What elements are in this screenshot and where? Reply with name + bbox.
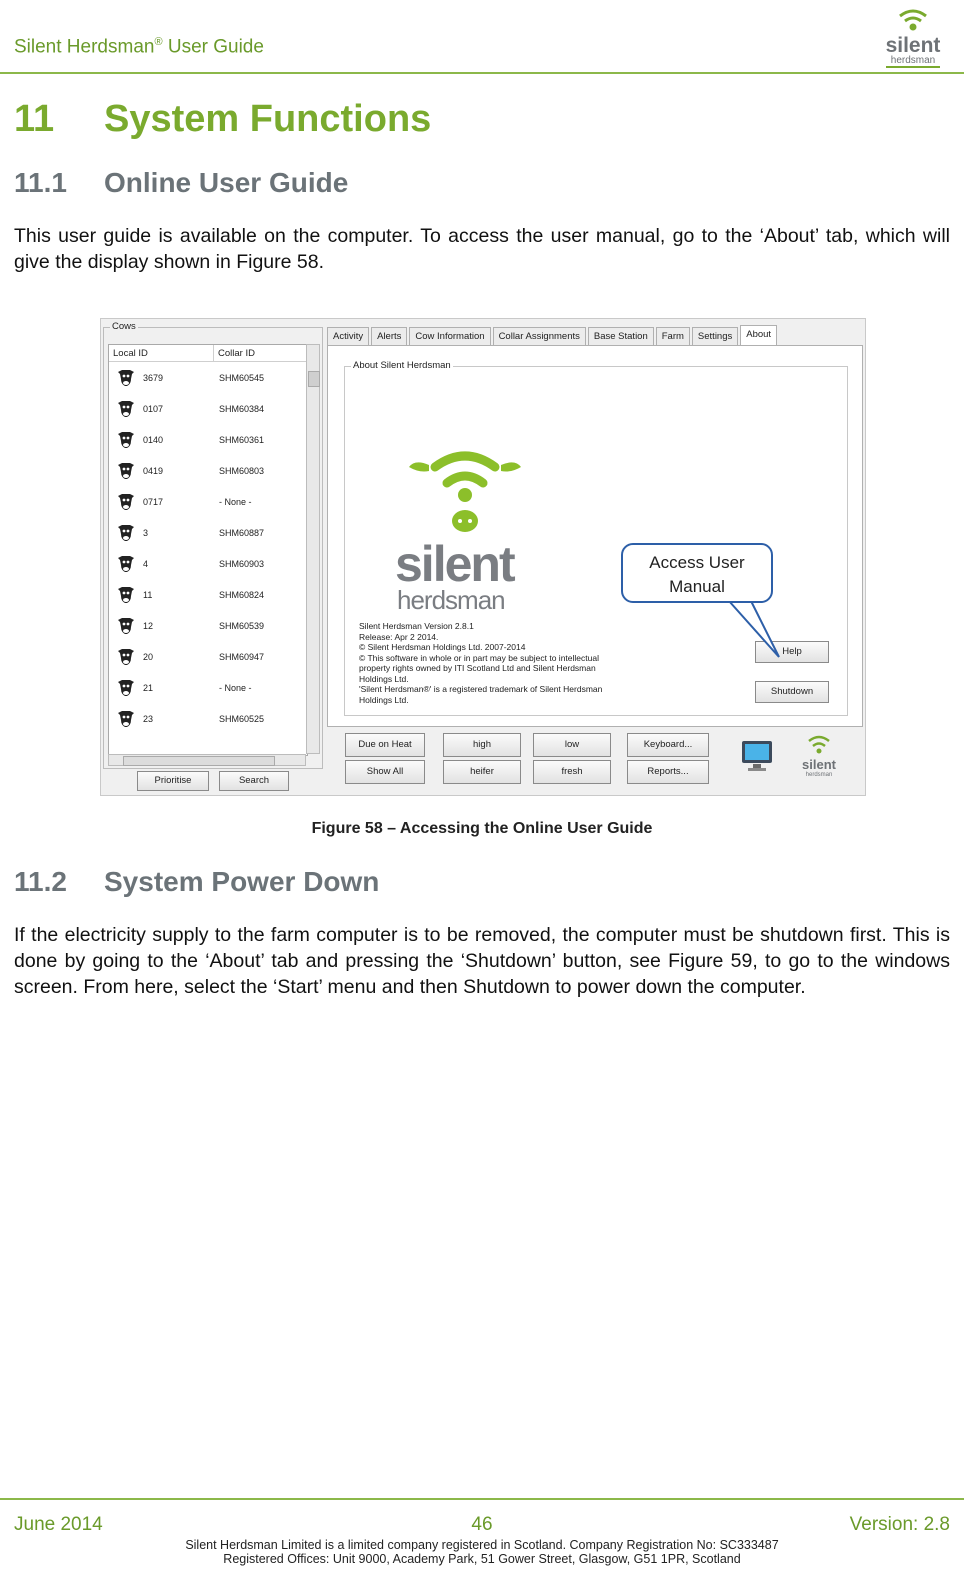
cow-local-id: 0140 [143, 434, 164, 445]
figure-caption: Figure 58 – Accessing the Online User Guide [311, 820, 653, 837]
cow-row[interactable] [109, 548, 307, 579]
tab-alerts[interactable]: Alerts [371, 327, 407, 346]
keyboard-button[interactable]: Keyboard... [627, 733, 709, 757]
cow-collar-id: SHM60803 [219, 465, 265, 476]
high-button[interactable]: high [443, 733, 521, 757]
subsection-heading-online-guide: 11.1 Online User Guide [14, 167, 349, 198]
cow-row[interactable] [109, 424, 307, 455]
small-silent-logo [797, 733, 841, 779]
cows-vertical-scrollbar[interactable] [306, 344, 320, 754]
logo-word-silent: silent [395, 536, 514, 592]
cow-row[interactable] [109, 393, 307, 424]
tab-strip [327, 325, 779, 345]
prioritise-button[interactable]: Prioritise [137, 771, 209, 791]
cow-row[interactable] [109, 703, 307, 734]
cow-icon [115, 584, 137, 606]
cow-local-id: 0419 [143, 465, 164, 476]
tab-farm[interactable]: Farm [656, 327, 690, 346]
svg-text:silent: silent [802, 757, 836, 772]
about-legend: About Silent Herdsman [353, 360, 451, 371]
fresh-button[interactable]: fresh [533, 760, 611, 784]
heifer-button[interactable]: heifer [443, 760, 521, 784]
cow-row[interactable] [109, 517, 307, 548]
cow-collar-id: SHM60539 [219, 620, 265, 631]
footer-version: Version: 2.8 [849, 1514, 950, 1535]
about-groupbox [344, 360, 848, 716]
cow-icon [115, 553, 137, 575]
tab-activity[interactable]: Activity [327, 327, 369, 346]
header-rule [0, 72, 964, 74]
cow-collar-id: - None - [219, 682, 252, 693]
version-line: Release: Apr 2 2014. [359, 631, 439, 642]
cow-row[interactable] [109, 672, 307, 703]
svg-text:herdsman: herdsman [805, 772, 833, 778]
cow-row[interactable] [109, 579, 307, 610]
low-button[interactable]: low [533, 733, 611, 757]
online-guide-paragraph: This user guide is available on the computer. To access the user manual, go to the ‘About’ tab, which will give the display shown in Figure 58. [14, 225, 950, 273]
cow-collar-id: SHM60887 [219, 527, 265, 538]
version-line: Silent Herdsman Version 2.8.1 [359, 621, 474, 631]
header-title: Silent Herdsman® User Guide [14, 36, 264, 58]
cow-collar-id: SHM60384 [219, 403, 265, 414]
cow-icon [115, 429, 137, 451]
access-user-manual-callout: Access User Manual [621, 543, 773, 603]
shutdown-button[interactable]: Shutdown [755, 681, 829, 703]
cow-icon [115, 398, 137, 420]
svg-text:silent: silent [885, 34, 941, 57]
cow-collar-id: SHM60361 [219, 434, 265, 445]
cow-rows [109, 362, 307, 734]
about-panel [327, 345, 863, 727]
help-button[interactable]: Help [755, 641, 829, 663]
cow-icon [115, 367, 137, 389]
cows-legend: Cows [112, 321, 136, 332]
cow-icon [115, 522, 137, 544]
column-collar-id[interactable]: Collar ID [218, 348, 255, 359]
cow-local-id: 3679 [143, 372, 164, 383]
monitor-icon[interactable] [741, 739, 773, 773]
cow-row[interactable] [109, 641, 307, 672]
version-line: property rights owned by ITI Scotland Ltd and Silent Herdsman [359, 663, 596, 673]
search-button[interactable]: Search [219, 771, 289, 791]
cow-row[interactable] [109, 455, 307, 486]
cow-local-id: 12 [143, 620, 154, 631]
cow-local-id: 23 [143, 713, 154, 724]
cow-row[interactable] [109, 362, 307, 393]
cow-icon [115, 646, 137, 668]
cow-local-id: 0717 [143, 496, 164, 507]
cows-horizontal-scrollbar[interactable] [108, 754, 306, 766]
cow-local-id: 21 [143, 682, 154, 693]
cow-collar-id: SHM60903 [219, 558, 265, 569]
footer-date: June 2014 [14, 1514, 103, 1535]
cow-local-id: 4 [143, 558, 149, 569]
cow-icon [115, 491, 137, 513]
version-line: Holdings Ltd. [359, 673, 409, 684]
version-line: © Silent Herdsman Holdings Ltd. 2007-2014 [359, 642, 526, 652]
cow-local-id: 3 [143, 527, 149, 538]
tab-settings[interactable]: Settings [692, 327, 738, 346]
logo-word-herdsman: herdsman [397, 585, 505, 615]
cow-collar-id: SHM60545 [219, 372, 265, 383]
show-all-button[interactable]: Show All [345, 760, 425, 784]
cow-collar-id: SHM60947 [219, 651, 265, 662]
callout-pointer [701, 601, 781, 661]
version-info [359, 621, 659, 705]
cow-icon [115, 615, 137, 637]
tab-cow-information[interactable]: Cow Information [409, 327, 490, 346]
cow-collar-id: - None - [219, 496, 252, 507]
tab-about[interactable]: About [740, 325, 777, 347]
cow-local-id: 20 [143, 651, 154, 662]
version-line: © This software in whole or in part may be subject to intellectual [359, 652, 599, 663]
subsection-heading-power-down: 11.2 System Power Down [14, 866, 380, 897]
cows-groupbox [103, 321, 323, 769]
power-down-paragraph: If the electricity supply to the farm computer is to be removed, the computer must be shutdown first. This is done by going to the ‘About’ tab and pressing the ‘Shutdown’ button, see Figure 59, to go to the windows screen. From here, select the ‘Start’ menu and then Shutdown to power down the computer. [14, 924, 950, 998]
tab-base-station[interactable]: Base Station [588, 327, 654, 346]
about-tab-screenshot [100, 318, 866, 796]
scroll-thumb[interactable] [123, 756, 275, 766]
reports-button[interactable]: Reports... [627, 760, 709, 784]
due-on-heat-button[interactable]: Due on Heat [345, 733, 425, 757]
tab-collar-assignments[interactable]: Collar Assignments [493, 327, 586, 346]
footer-page-number: 46 [471, 1514, 493, 1535]
cow-local-id: 11 [143, 589, 153, 600]
silent-herdsman-logo [880, 2, 946, 70]
cow-local-id: 0107 [143, 403, 164, 414]
cow-icon [115, 708, 137, 730]
cow-collar-id: SHM60824 [219, 589, 265, 600]
svg-text:herdsman: herdsman [890, 55, 936, 66]
section-heading: 11 System Functions [14, 98, 432, 140]
cow-icon [115, 677, 137, 699]
cows-list[interactable] [108, 344, 308, 756]
cow-collar-id: SHM60525 [219, 713, 265, 724]
footer-rule [0, 1498, 964, 1500]
version-line: 'Silent Herdsman®' is a registered trademark of Silent Herdsman [359, 684, 603, 694]
cow-row[interactable] [109, 610, 307, 641]
version-line: Holdings Ltd. [359, 694, 409, 705]
scroll-thumb[interactable] [308, 371, 320, 387]
footer-company-note: Silent Herdsman Limited is a limited company registered in Scotland. Company Registration No: SC333487 [185, 1538, 779, 1552]
column-local-id[interactable]: Local ID [109, 345, 214, 361]
cow-icon [115, 460, 137, 482]
cows-column-headers [109, 345, 307, 362]
footer-address-note: Registered Offices: Unit 9000, Academy Park, 51 Gower Street, Glasgow, G51 1PR, Scotland [223, 1552, 741, 1566]
cow-row[interactable] [109, 486, 307, 517]
